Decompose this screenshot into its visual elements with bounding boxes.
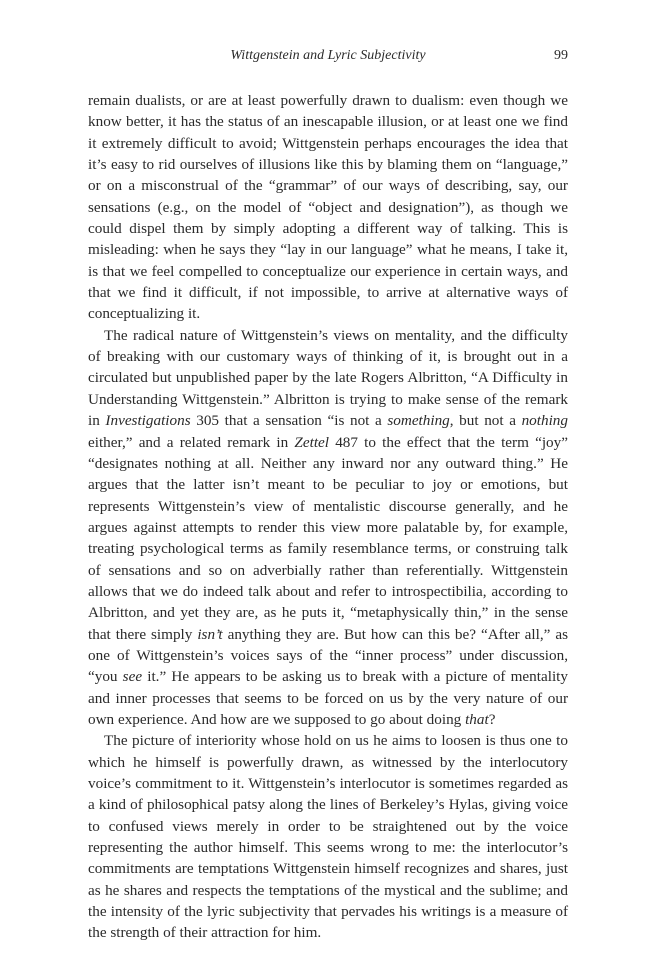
work-title-investigations: Investigations [105, 412, 191, 430]
paragraph-2-text: The radical nature of Wittgenstein’s views on mentality, and the difficulty of breaking with our customary ways of thinking of it, is brought out in a circulated but unpublished paper by the late Rogers Albritton, “A Difficulty in Understanding Wittgenstein.” Albritton is trying to make sense of the remark in [88, 326, 568, 430]
paragraph-2-text: either,” and a related remark in [88, 433, 295, 451]
emphasis-nothing: nothing [521, 412, 568, 430]
paragraph-2-text: anything they are. But how can this be? “After all,” as one of Wittgenstein’s voices says of the “inner process” under discussion, “you [88, 625, 568, 686]
paragraph-2-text: ? [488, 710, 496, 728]
paragraph-1-text: remain dualists, or are at least powerfully drawn to dualism: even though we know better, it has the status of an inescapable illusion, or at least one we find it extremely difficult to avoid; Wittgenstein perhaps encourages the idea that it’s easy to rid ourselves of illusions like this by blaming them on “language,” or on a misconstrual of the “grammar” of our ways of describing, say, our sensations (e.g., on the model of “object and designation”), as though we could dispel them by simply adopting a different way of talking. This is misleading: when he says they “lay in our language” what he means, I take it, is that we feel compelled to conceptualize our experience in certain ways, and that we find it difficult, if not impossible, to arrive at alternative ways of conceptualizing it. [88, 92, 568, 323]
paragraph-3 [88, 730, 568, 943]
paragraph-2-text: 305 that a sensation “is not a [190, 412, 388, 430]
paragraph-3-text: The picture of interiority whose hold on us he aims to loosen is thus one to which he himself is powerfully drawn, as witnessed by the interlocutory voice’s commitment to it. Wittgenstein’s interlocutor is sometimes regarded as a kind of philosophical patsy along the lines of Berkeley’s Hylas, giving voice to confused views merely in order to be straightened out by the voice representing the author himself. This seems wrong to me: the interlocutor’s commitments are temptations Wittgenstein himself recognizes and shares, just as he shares and respects the temptations of the mystical and the sublime; and the intensity of the lyric subjectivity that pervades his writings is a measure of the strength of their attraction for him. [88, 732, 568, 942]
paragraph-1 [88, 90, 568, 325]
paragraph-2-text: 487 to the effect that the term “joy” “designates nothing at all. Neither any inward nor any outward thing.” He argues that the latter isn’t meant to be peculiar to joy or emotions, but represents Wittgenstein’s view of mentalistic discourse generally, and he argues against attempts to render this view more palatable by, for example, treating psychological terms as family resemblance terms, or construing talk of sensations and so on adverbially rather than referentially. Wittgenstein allows that we do indeed talk about and refer to introspectibilia, according to Albritton, and yet they are, as he puts it, “metaphysically thin,” in the sense that there simply [88, 433, 568, 643]
emphasis-isnt: isn’t [197, 625, 223, 643]
running-title: Wittgenstein and Lyric Subjectivity [230, 48, 426, 63]
work-title-zettel: Zettel [294, 433, 330, 451]
emphasis-that: that [465, 710, 489, 728]
page-number: 99 [554, 48, 568, 63]
running-head [88, 46, 568, 66]
body-text [88, 90, 568, 944]
emphasis-something: something [387, 412, 450, 430]
paragraph-2-text: it.” He appears to be asking us to break with a picture of mentality and inner processes that seems to be forced on us by the very nature of our own experience. And how are we supposed to go about doing [88, 668, 568, 728]
emphasis-see: see [122, 668, 143, 686]
paragraph-2-text: , but not a [449, 412, 522, 430]
paragraph-2 [88, 325, 568, 731]
